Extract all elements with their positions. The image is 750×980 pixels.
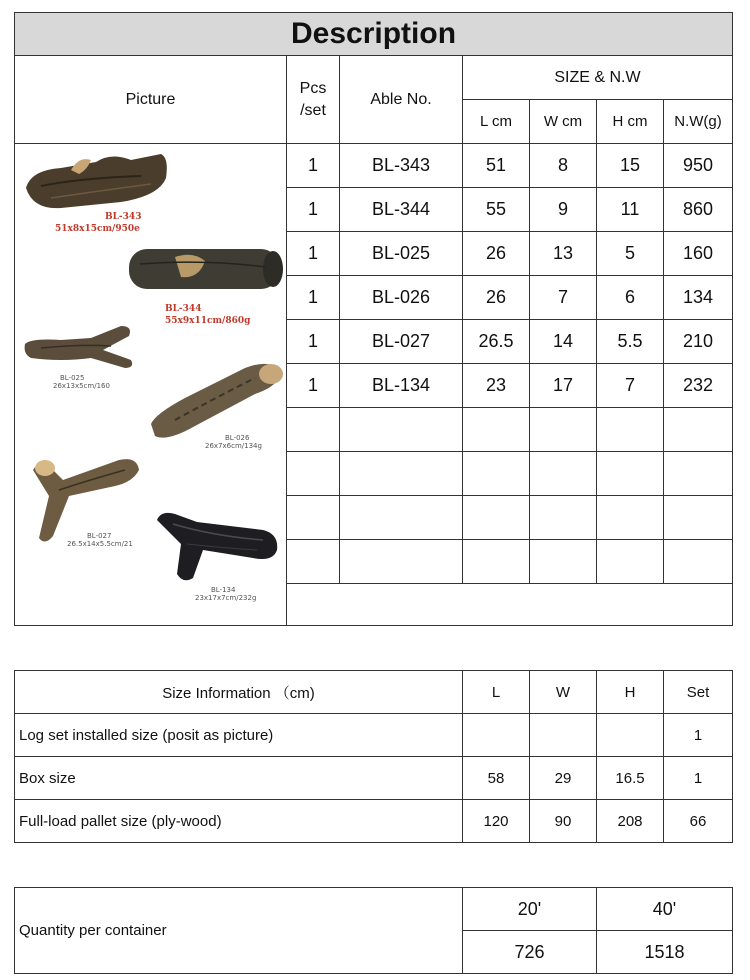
pcs-cell: 1 [287, 232, 340, 276]
h-cell: 5 [597, 232, 664, 276]
caption-bl134-size: 23x17x7cm/232g [195, 594, 257, 602]
empty-cell [530, 496, 597, 540]
set-value: 1 [664, 714, 733, 757]
pcs-set-header: Pcs /set [287, 56, 340, 144]
row-label: Log set installed size (posit as picture) [15, 714, 463, 757]
empty-cell [597, 540, 664, 584]
h-cell: 6 [597, 276, 664, 320]
row-label: Full-load pallet size (ply-wood) [15, 800, 463, 843]
container-40-header: 40' [597, 888, 733, 931]
caption-bl344-size: 55x9x11cm/860g [165, 316, 251, 326]
w-cm-header: W cm [530, 100, 597, 144]
container-20-header: 20' [463, 888, 597, 931]
h-cell: 11 [597, 188, 664, 232]
empty-cell [530, 452, 597, 496]
l-cell: 26.5 [463, 320, 530, 364]
empty-cell [463, 452, 530, 496]
empty-cell [597, 496, 664, 540]
log-bl343-image [21, 148, 171, 218]
nw-cell: 160 [664, 232, 733, 276]
container-40-qty: 1518 [597, 931, 733, 974]
l-cell: 55 [463, 188, 530, 232]
empty-cell [340, 540, 463, 584]
caption-bl026-size: 26x7x6cm/134g [205, 442, 262, 450]
l-value: 58 [463, 757, 530, 800]
container-20-qty: 726 [463, 931, 597, 974]
able-no-cell: BL-134 [340, 364, 463, 408]
w-value [530, 714, 597, 757]
description-table [14, 12, 733, 626]
h-cell: 7 [597, 364, 664, 408]
empty-cell [340, 452, 463, 496]
caption-bl027-size: 26.5x14x5.5cm/21 [67, 540, 133, 548]
h-value: 208 [597, 800, 664, 843]
pcs-cell: 1 [287, 276, 340, 320]
able-no-cell: BL-026 [340, 276, 463, 320]
caption-bl134-id: BL-134 [211, 586, 236, 594]
log-bl025-image [21, 322, 141, 372]
w-cell: 9 [530, 188, 597, 232]
nw-cell: 860 [664, 188, 733, 232]
caption-bl344-id: BL-344 [165, 304, 202, 314]
log-bl344-image [125, 239, 285, 299]
container-quantity-table [14, 887, 733, 974]
table-title: Description [15, 13, 733, 56]
empty-cell [340, 408, 463, 452]
size-nw-header: SIZE & N.W [463, 56, 733, 100]
caption-bl025-id: BL-025 [60, 374, 85, 382]
quantity-label: Quantity per container [15, 888, 463, 974]
empty-cell [530, 408, 597, 452]
log-bl134-image [153, 504, 283, 584]
able-no-cell: BL-343 [340, 144, 463, 188]
caption-bl026-id: BL-026 [225, 434, 250, 442]
empty-cell [664, 496, 733, 540]
nw-cell: 210 [664, 320, 733, 364]
able-no-cell: BL-025 [340, 232, 463, 276]
l-cell: 51 [463, 144, 530, 188]
empty-cell [530, 540, 597, 584]
able-no-cell: BL-344 [340, 188, 463, 232]
log-bl026-image [145, 354, 285, 444]
h-cell: 5.5 [597, 320, 664, 364]
log-pictures [15, 144, 285, 624]
nw-g-header: N.W(g) [664, 100, 733, 144]
pcs-cell: 1 [287, 188, 340, 232]
l-cell: 23 [463, 364, 530, 408]
w-cell: 17 [530, 364, 597, 408]
nw-cell: 232 [664, 364, 733, 408]
w-value: 90 [530, 800, 597, 843]
picture-cell [15, 144, 287, 626]
caption-bl027-id: BL-027 [87, 532, 112, 540]
empty-cell [287, 452, 340, 496]
l-cell: 26 [463, 276, 530, 320]
empty-cell [597, 408, 664, 452]
col-set-header: Set [664, 671, 733, 714]
l-value: 120 [463, 800, 530, 843]
empty-cell [287, 540, 340, 584]
pcs-cell: 1 [287, 320, 340, 364]
empty-cell [664, 540, 733, 584]
empty-cell [597, 452, 664, 496]
size-information-table [14, 670, 733, 843]
col-h-header: H [597, 671, 664, 714]
able-no-cell: BL-027 [340, 320, 463, 364]
w-cell: 7 [530, 276, 597, 320]
h-cell: 15 [597, 144, 664, 188]
l-cm-header: L cm [463, 100, 530, 144]
empty-cell [463, 408, 530, 452]
w-cell: 13 [530, 232, 597, 276]
empty-cell [463, 496, 530, 540]
h-value [597, 714, 664, 757]
empty-cell [287, 408, 340, 452]
caption-bl025-size: 26x13x5cm/160 [53, 382, 110, 390]
able-no-header: Able No. [340, 56, 463, 144]
nw-cell: 950 [664, 144, 733, 188]
w-cell: 14 [530, 320, 597, 364]
pcs-cell: 1 [287, 144, 340, 188]
nw-cell: 134 [664, 276, 733, 320]
h-value: 16.5 [597, 757, 664, 800]
h-cm-header: H cm [597, 100, 664, 144]
col-l-header: L [463, 671, 530, 714]
empty-cell [664, 452, 733, 496]
set-value: 66 [664, 800, 733, 843]
row-label: Box size [15, 757, 463, 800]
set-value: 1 [664, 757, 733, 800]
w-value: 29 [530, 757, 597, 800]
l-value [463, 714, 530, 757]
empty-cell [340, 496, 463, 540]
empty-cell [287, 584, 733, 626]
caption-bl343-id: BL-343 [105, 212, 142, 222]
w-cell: 8 [530, 144, 597, 188]
l-cell: 26 [463, 232, 530, 276]
empty-cell [463, 540, 530, 584]
empty-cell [664, 408, 733, 452]
picture-header: Picture [15, 56, 287, 144]
size-info-header: Size Information （cm) [15, 671, 463, 714]
caption-bl343-size: 51x8x15cm/950e [55, 224, 140, 234]
col-w-header: W [530, 671, 597, 714]
empty-cell [287, 496, 340, 540]
pcs-cell: 1 [287, 364, 340, 408]
